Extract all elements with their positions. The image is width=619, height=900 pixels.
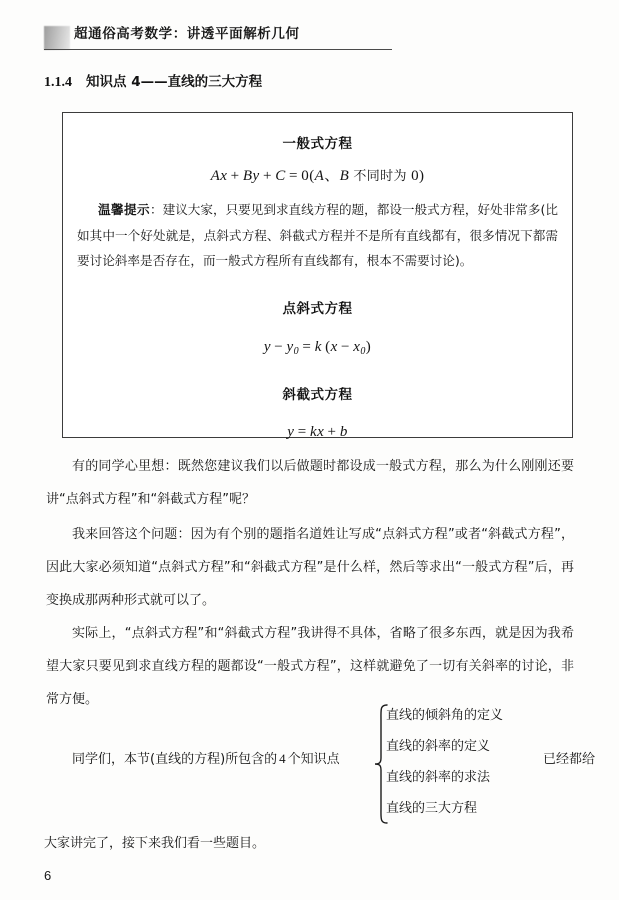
book-title: 超通俗高考数学：讲透平面解析几何	[74, 26, 300, 42]
paragraph-block-1	[46, 450, 574, 516]
brace-lead-count: 4	[279, 751, 286, 766]
point-slope-title: 点斜式方程	[282, 301, 353, 317]
brace-lead-before: 同学们，本节(直线的方程)所包含的	[72, 752, 278, 767]
section-heading	[44, 70, 262, 91]
paragraph-2: 我来回答这个问题：因为有个别的题指名道姓让写成“点斜式方程”或者“斜截式方程”，因此大家必须知道“点斜式方程”和“斜截式方程”是什么样，然后等求出“一般式方程”后，再变换成那两种形式就可以了。	[46, 527, 574, 608]
list-item: 直线的斜率的求法	[386, 770, 491, 785]
paragraph-1: 有的同学心里想：既然您建议我们以后做题时都设成一般式方程，那么为什么刚刚还要讲“点斜式方程”和“斜截式方程”呢？	[46, 459, 574, 507]
closing-line: 大家讲完了，接下来我们看一些题目。	[44, 836, 266, 851]
header-smudge-mark	[44, 26, 70, 50]
knowledge-points-list	[386, 700, 541, 824]
list-item: 直线的三大方程	[386, 801, 478, 816]
page-number: 6	[44, 868, 52, 883]
list-item: 直线的斜率的定义	[386, 739, 491, 754]
slope-intercept-formula: y = kx + b	[287, 424, 348, 440]
point-slope-formula: $y - y_0 = k$ $(x - x_0)$	[263, 339, 372, 357]
slope-intercept-title: 斜截式方程	[282, 387, 353, 403]
running-header	[44, 22, 574, 62]
brace-lead-after: 个知识点	[287, 752, 340, 767]
paragraph-3: 实际上，“点斜式方程”和“斜截式方程”我讲得不具体，省略了很多东西，就是因为我希望大家只要见到求直线方程的题都设“一般式方程”，这样就避免了一切有关斜率的讨论，非常方便。	[46, 626, 574, 707]
general-form-formula: Ax + By + C = 0(A、B 不同时为 0)	[210, 168, 425, 184]
equations-box	[62, 112, 573, 438]
brace-lead-text	[72, 748, 340, 767]
section-title: 知识点 4——直线的三大方程	[86, 74, 263, 90]
list-item: 直线的倾斜角的定义	[386, 708, 504, 723]
general-form-title: 一般式方程	[282, 136, 353, 152]
header-rule	[44, 49, 392, 50]
paragraph-block-2	[46, 518, 574, 617]
warm-tip-label: 温馨提示	[98, 202, 150, 217]
knowledge-points-brace-block	[46, 700, 596, 828]
warm-tip	[77, 197, 558, 274]
warm-tip-line1: ：建议大家，只要见到求直线方程的题，都设一般式方程，好处非常多	[150, 202, 541, 217]
brace-tail-text: 已经都给	[543, 752, 596, 767]
warm-tip-line2: (比如其中一个好处就是，点斜式方程、斜截式方程并不是所有直线都有，很多情况下都需要讨论斜率是否存在，而一般式方程所有直线都有，根本不需要讨论)。	[77, 202, 559, 268]
section-number: 1.1.4	[44, 75, 72, 90]
